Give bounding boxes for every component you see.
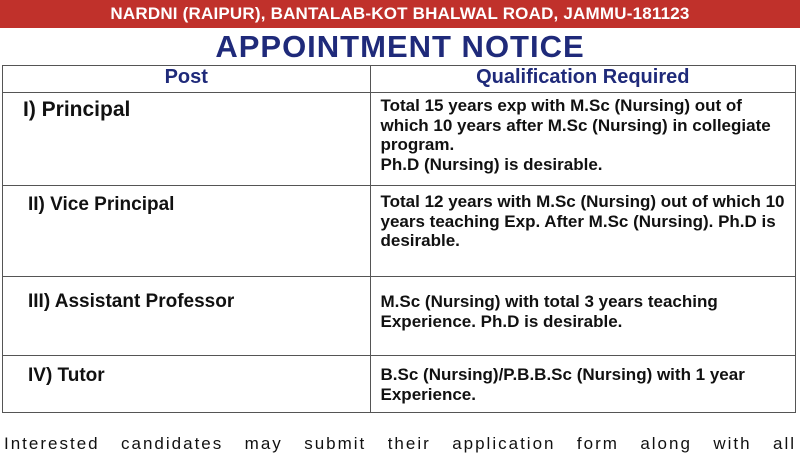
address-banner: NARDNI (RAIPUR), BANTALAB-KOT BHALWAL ROAD, JAMMU-181123 bbox=[0, 0, 800, 28]
table-header-row bbox=[3, 66, 796, 93]
post-name: I) Principal bbox=[23, 98, 131, 121]
post-cell bbox=[3, 93, 371, 186]
qualification-text: Total 15 years exp with M.Sc (Nursing) out of which 10 years after M.Sc (Nursing) in collegiate program. bbox=[380, 96, 771, 154]
qualification-cell bbox=[370, 186, 795, 277]
table-row bbox=[3, 277, 796, 356]
qualification-text: Total 12 years with M.Sc (Nursing) out of which 10 years teaching Exp. After M.Sc (Nursing). Ph.D is desirable. bbox=[380, 192, 785, 250]
qualification-text: B.Sc (Nursing)/P.B.B.Sc (Nursing) with 1 year Experience. bbox=[380, 365, 745, 404]
table-row bbox=[3, 356, 796, 413]
column-header-post: Post bbox=[3, 66, 371, 93]
qualification-cell bbox=[370, 356, 795, 413]
post-cell bbox=[3, 277, 371, 356]
footer-text: Interested candidates may submit their application form along with all bbox=[4, 434, 796, 453]
column-header-qualification: Qualification Required bbox=[370, 66, 795, 93]
post-cell bbox=[3, 356, 371, 413]
qualification-text: M.Sc (Nursing) with total 3 years teaching Experience. Ph.D is desirable. bbox=[380, 292, 718, 331]
post-name: II) Vice Principal bbox=[28, 194, 175, 215]
post-name: III) Assistant Professor bbox=[28, 291, 235, 312]
post-cell bbox=[3, 186, 371, 277]
post-name: IV) Tutor bbox=[28, 365, 105, 386]
table-row bbox=[3, 186, 796, 277]
qualification-note: Ph.D (Nursing) is desirable. bbox=[380, 154, 603, 174]
appointment-table bbox=[2, 65, 796, 413]
page-title: APPOINTMENT NOTICE bbox=[215, 29, 585, 64]
qualification-cell bbox=[370, 277, 795, 356]
qualification-cell bbox=[370, 93, 795, 186]
table-row bbox=[3, 93, 796, 186]
